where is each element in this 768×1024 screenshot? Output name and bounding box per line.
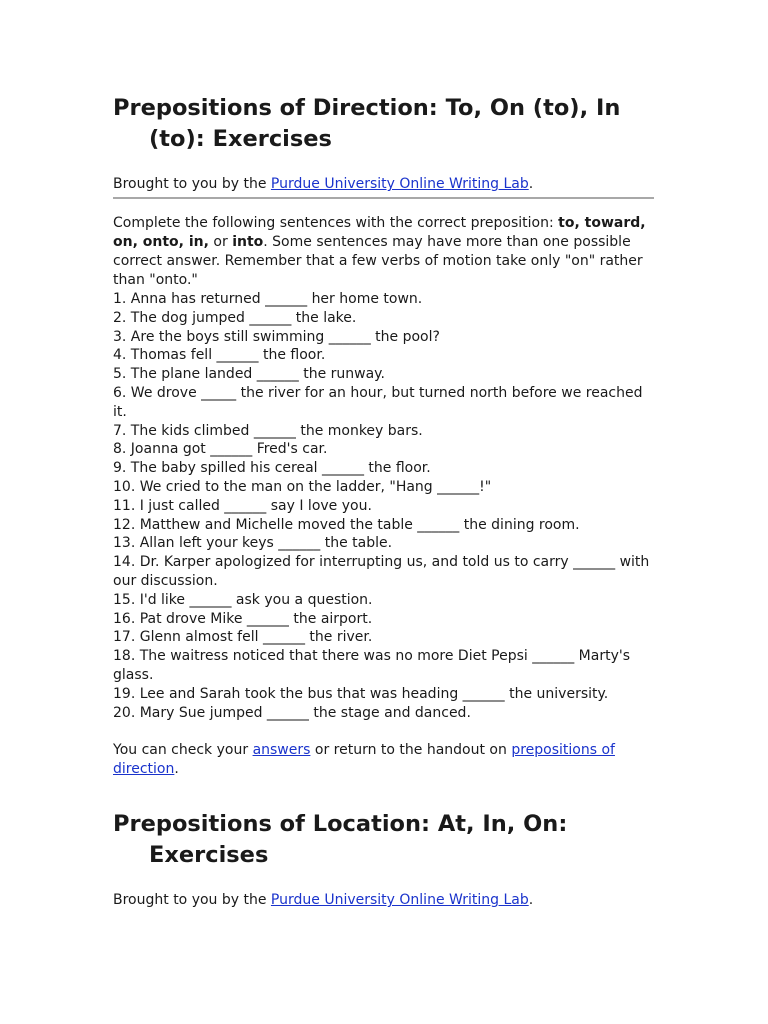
instructions-paragraph — [113, 214, 653, 290]
exercise-item: 3. Are the boys still swimming ______ the pool? — [113, 328, 440, 345]
exercise-item: 15. I'd like ______ ask you a question. — [113, 591, 373, 608]
credit-suffix: . — [528, 176, 534, 192]
owl-link-2[interactable]: Purdue University Online Writing Lab — [270, 892, 529, 909]
prepositions-of-direction-link[interactable]: prepositions of direction — [113, 742, 615, 778]
section-title-direction: Prepositions of Direction: To, On (to), In (to): Exercises — [113, 95, 621, 152]
credit-suffix: . — [528, 892, 534, 909]
exercise-item: 8. Joanna got ______ Fred's car. — [113, 441, 328, 458]
exercise-item: 18. The waitress noticed that there was no more Diet Pepsi ______ Marty's glass. — [113, 648, 631, 683]
credit-prefix: Brought to you by the — [113, 892, 271, 909]
exercise-list — [113, 290, 653, 722]
exercise-item: 16. Pat drove Mike ______ the airport. — [113, 610, 373, 627]
exercise-item: 2. The dog jumped ______ the lake. — [113, 309, 357, 326]
horizontal-rule — [113, 197, 654, 199]
footer-text-2: or return to the handout on — [310, 742, 512, 759]
footer-text-3: . — [174, 761, 179, 778]
instructions-bold-1: to, toward, on, onto, in, — [113, 215, 646, 250]
exercise-item: 1. Anna has returned ______ her home town. — [113, 291, 423, 307]
exercise-item: 6. We drove _____ the river for an hour, but turned north before we reached it. — [113, 384, 643, 420]
exercise-item: 12. Matthew and Michelle moved the table ______ the dining room. — [113, 516, 580, 533]
instructions-text-3: . Some sentences may have more than one possible correct answer. Remember that a few verbs of motion take only "on" rather than "onto." — [113, 234, 643, 288]
exercise-item: 4. Thomas fell ______ the floor. — [113, 347, 326, 364]
exercise-item: 7. The kids climbed ______ the monkey bars. — [113, 422, 423, 439]
exercise-item: 11. I just called ______ say I love you. — [113, 497, 372, 514]
credit-prefix: Brought to you by the — [113, 176, 271, 192]
exercise-item: 17. Glenn almost fell ______ the river. — [113, 629, 373, 646]
footer-paragraph — [113, 741, 653, 779]
instructions-bold-2: into — [232, 234, 264, 250]
owl-link[interactable]: Purdue University Online Writing Lab — [270, 176, 529, 192]
section-title-location: Prepositions of Location: At, In, On: Exercises — [113, 811, 568, 869]
footer-text-1: You can check your — [113, 742, 253, 759]
credit-line-location — [113, 891, 653, 910]
exercise-item: 9. The baby spilled his cereal ______ the floor. — [113, 460, 431, 477]
document-content — [113, 93, 653, 910]
instructions-text-1: Complete the following sentences with the correct preposition: — [113, 215, 559, 231]
answers-link[interactable]: answers — [252, 742, 311, 759]
exercise-item: 19. Lee and Sarah took the bus that was heading ______ the university. — [113, 685, 609, 702]
exercise-item: 5. The plane landed ______ the runway. — [113, 366, 385, 383]
instructions-text-2: or — [208, 234, 233, 250]
exercise-item: 13. Allan left your keys ______ the table. — [113, 535, 393, 552]
exercise-item: 10. We cried to the man on the ladder, "Hang ______!" — [113, 478, 492, 495]
exercise-item: 14. Dr. Karper apologized for interrupting us, and told us to carry ______ with our discussion. — [113, 554, 650, 589]
exercise-item: 20. Mary Sue jumped ______ the stage and danced. — [113, 704, 471, 721]
credit-line-direction — [113, 175, 653, 194]
